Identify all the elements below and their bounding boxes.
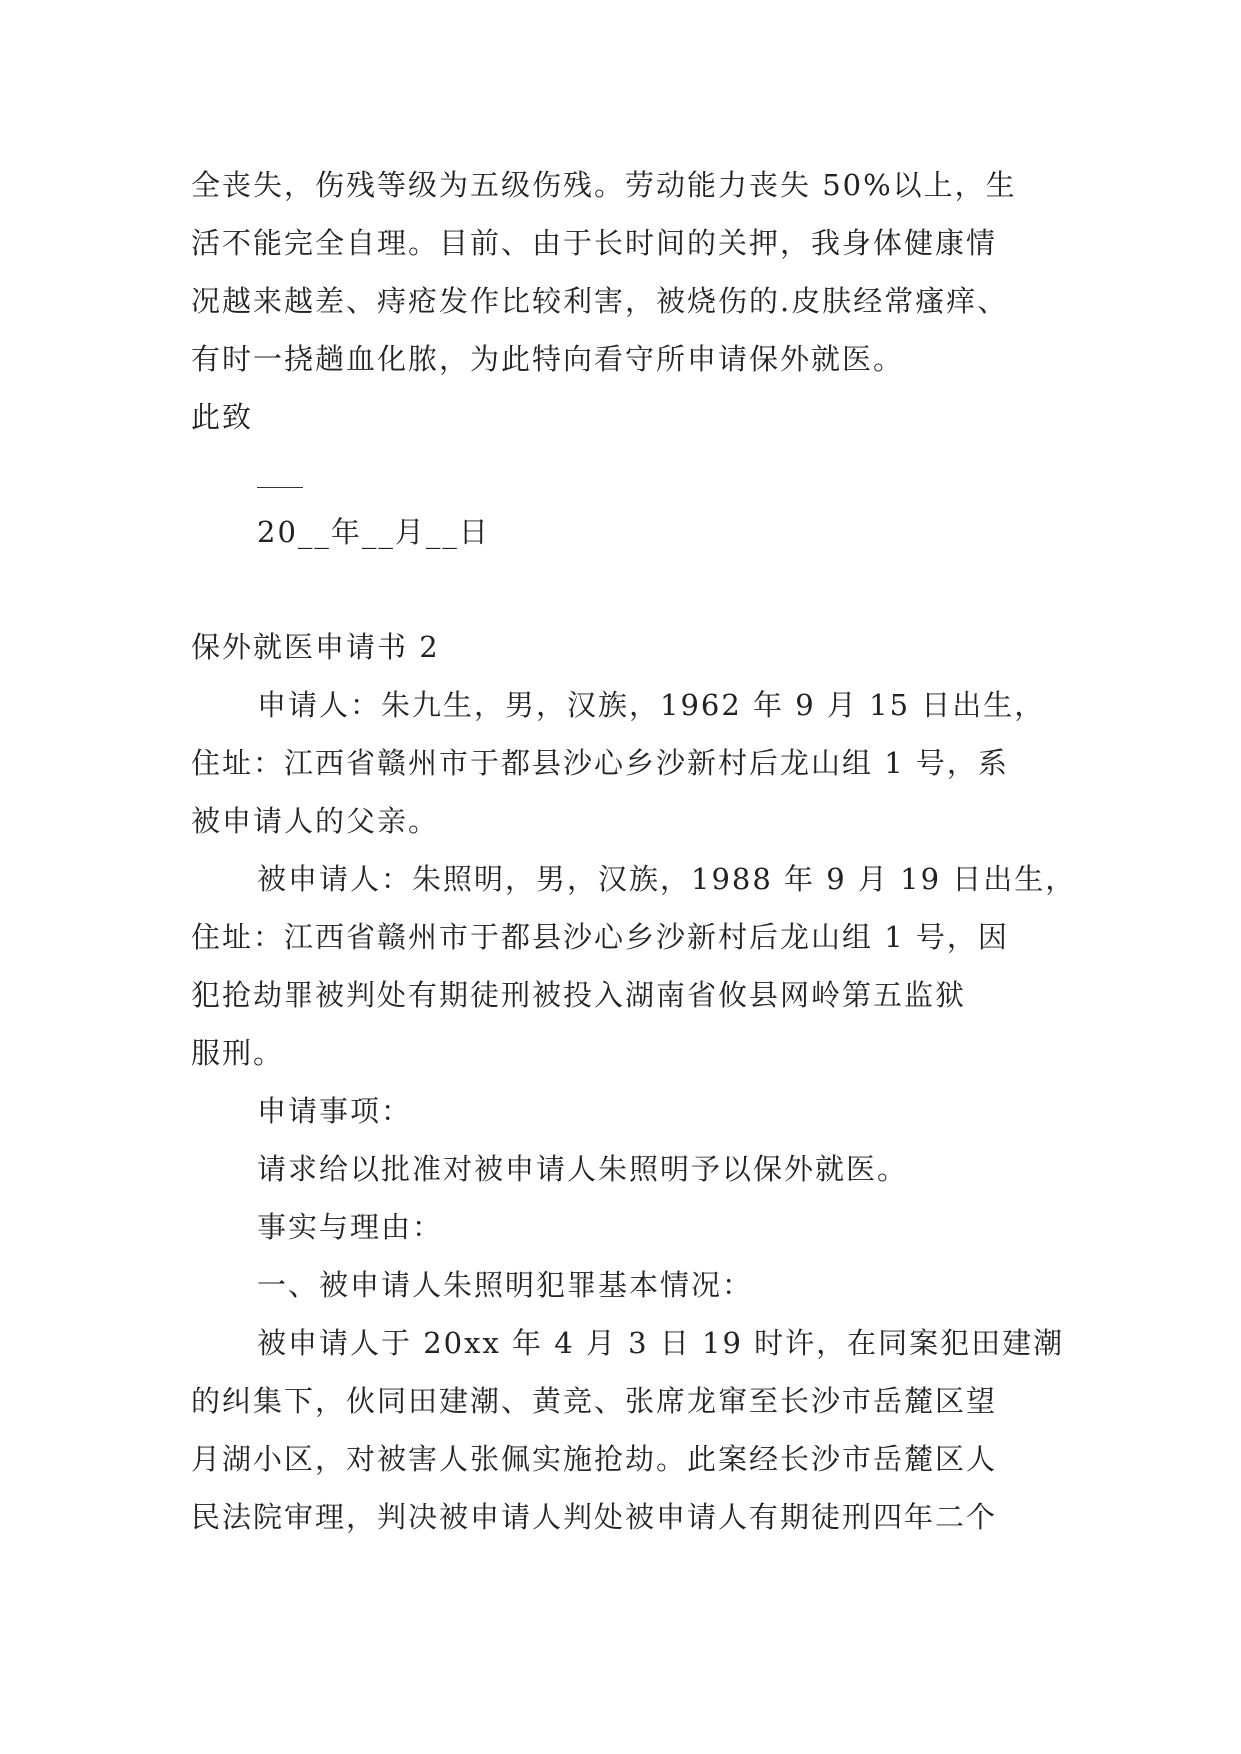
paragraph-line: 全丧失，伤残等级为五级伤残。劳动能力丧失 50%以上，生	[191, 168, 1017, 202]
applicant-line: 申请人：朱九生，男，汉族，1962 年 9 月 15 日出生，	[257, 688, 1046, 722]
respondent-line: 服刑。	[191, 1036, 285, 1070]
closing-salutation: 此致	[191, 400, 254, 434]
date-line: 20__年__月__日	[257, 515, 490, 549]
respondent-line: 犯抢劫罪被判处有期徒刑被投入湖南省攸县网岭第五监狱	[191, 978, 967, 1012]
paragraph-line: 活不能完全自理。目前、由于长时间的关押，我身体健康情	[191, 226, 998, 260]
paragraph-line: 民法院审理，判决被申请人判处被申请人有期徒刑四年二个	[191, 1500, 998, 1534]
applicant-line: 被申请人的父亲。	[191, 804, 440, 838]
paragraph-line: 的纠集下，伙同田建潮、黄竞、张席龙窜至长沙市岳麓区望	[191, 1384, 998, 1418]
subheading-crime-situation: 一、被申请人朱照明犯罪基本情况：	[257, 1268, 754, 1302]
signature-blank-line	[257, 487, 303, 488]
respondent-line: 被申请人：朱照明，男，汉族，1988 年 9 月 19 日出生，	[257, 862, 1077, 896]
applicant-line: 住址：江西省赣州市于都县沙心乡沙新村后龙山组 1 号，系	[191, 746, 1009, 780]
heading-facts-reasons: 事实与理由：	[257, 1210, 444, 1244]
paragraph-line: 况越来越差、痔疮发作比较利害，被烧伤的.皮肤经常瘙痒、	[191, 284, 1009, 318]
heading-application-items: 申请事项：	[257, 1094, 413, 1128]
paragraph-line: 有时一挠趟血化脓，为此特向看守所申请保外就医。	[191, 342, 905, 376]
request-line: 请求给以批准对被申请人朱照明予以保外就医。	[257, 1152, 909, 1186]
paragraph-line: 月湖小区，对被害人张佩实施抢劫。此案经长沙市岳麓区人	[191, 1442, 998, 1476]
respondent-line: 住址：江西省赣州市于都县沙心乡沙新村后龙山组 1 号，因	[191, 920, 1009, 954]
section-title: 保外就医申请书 2	[191, 630, 440, 664]
paragraph-line: 被申请人于 20xx 年 4 月 3 日 19 时许，在同案犯田建潮	[257, 1326, 1065, 1360]
